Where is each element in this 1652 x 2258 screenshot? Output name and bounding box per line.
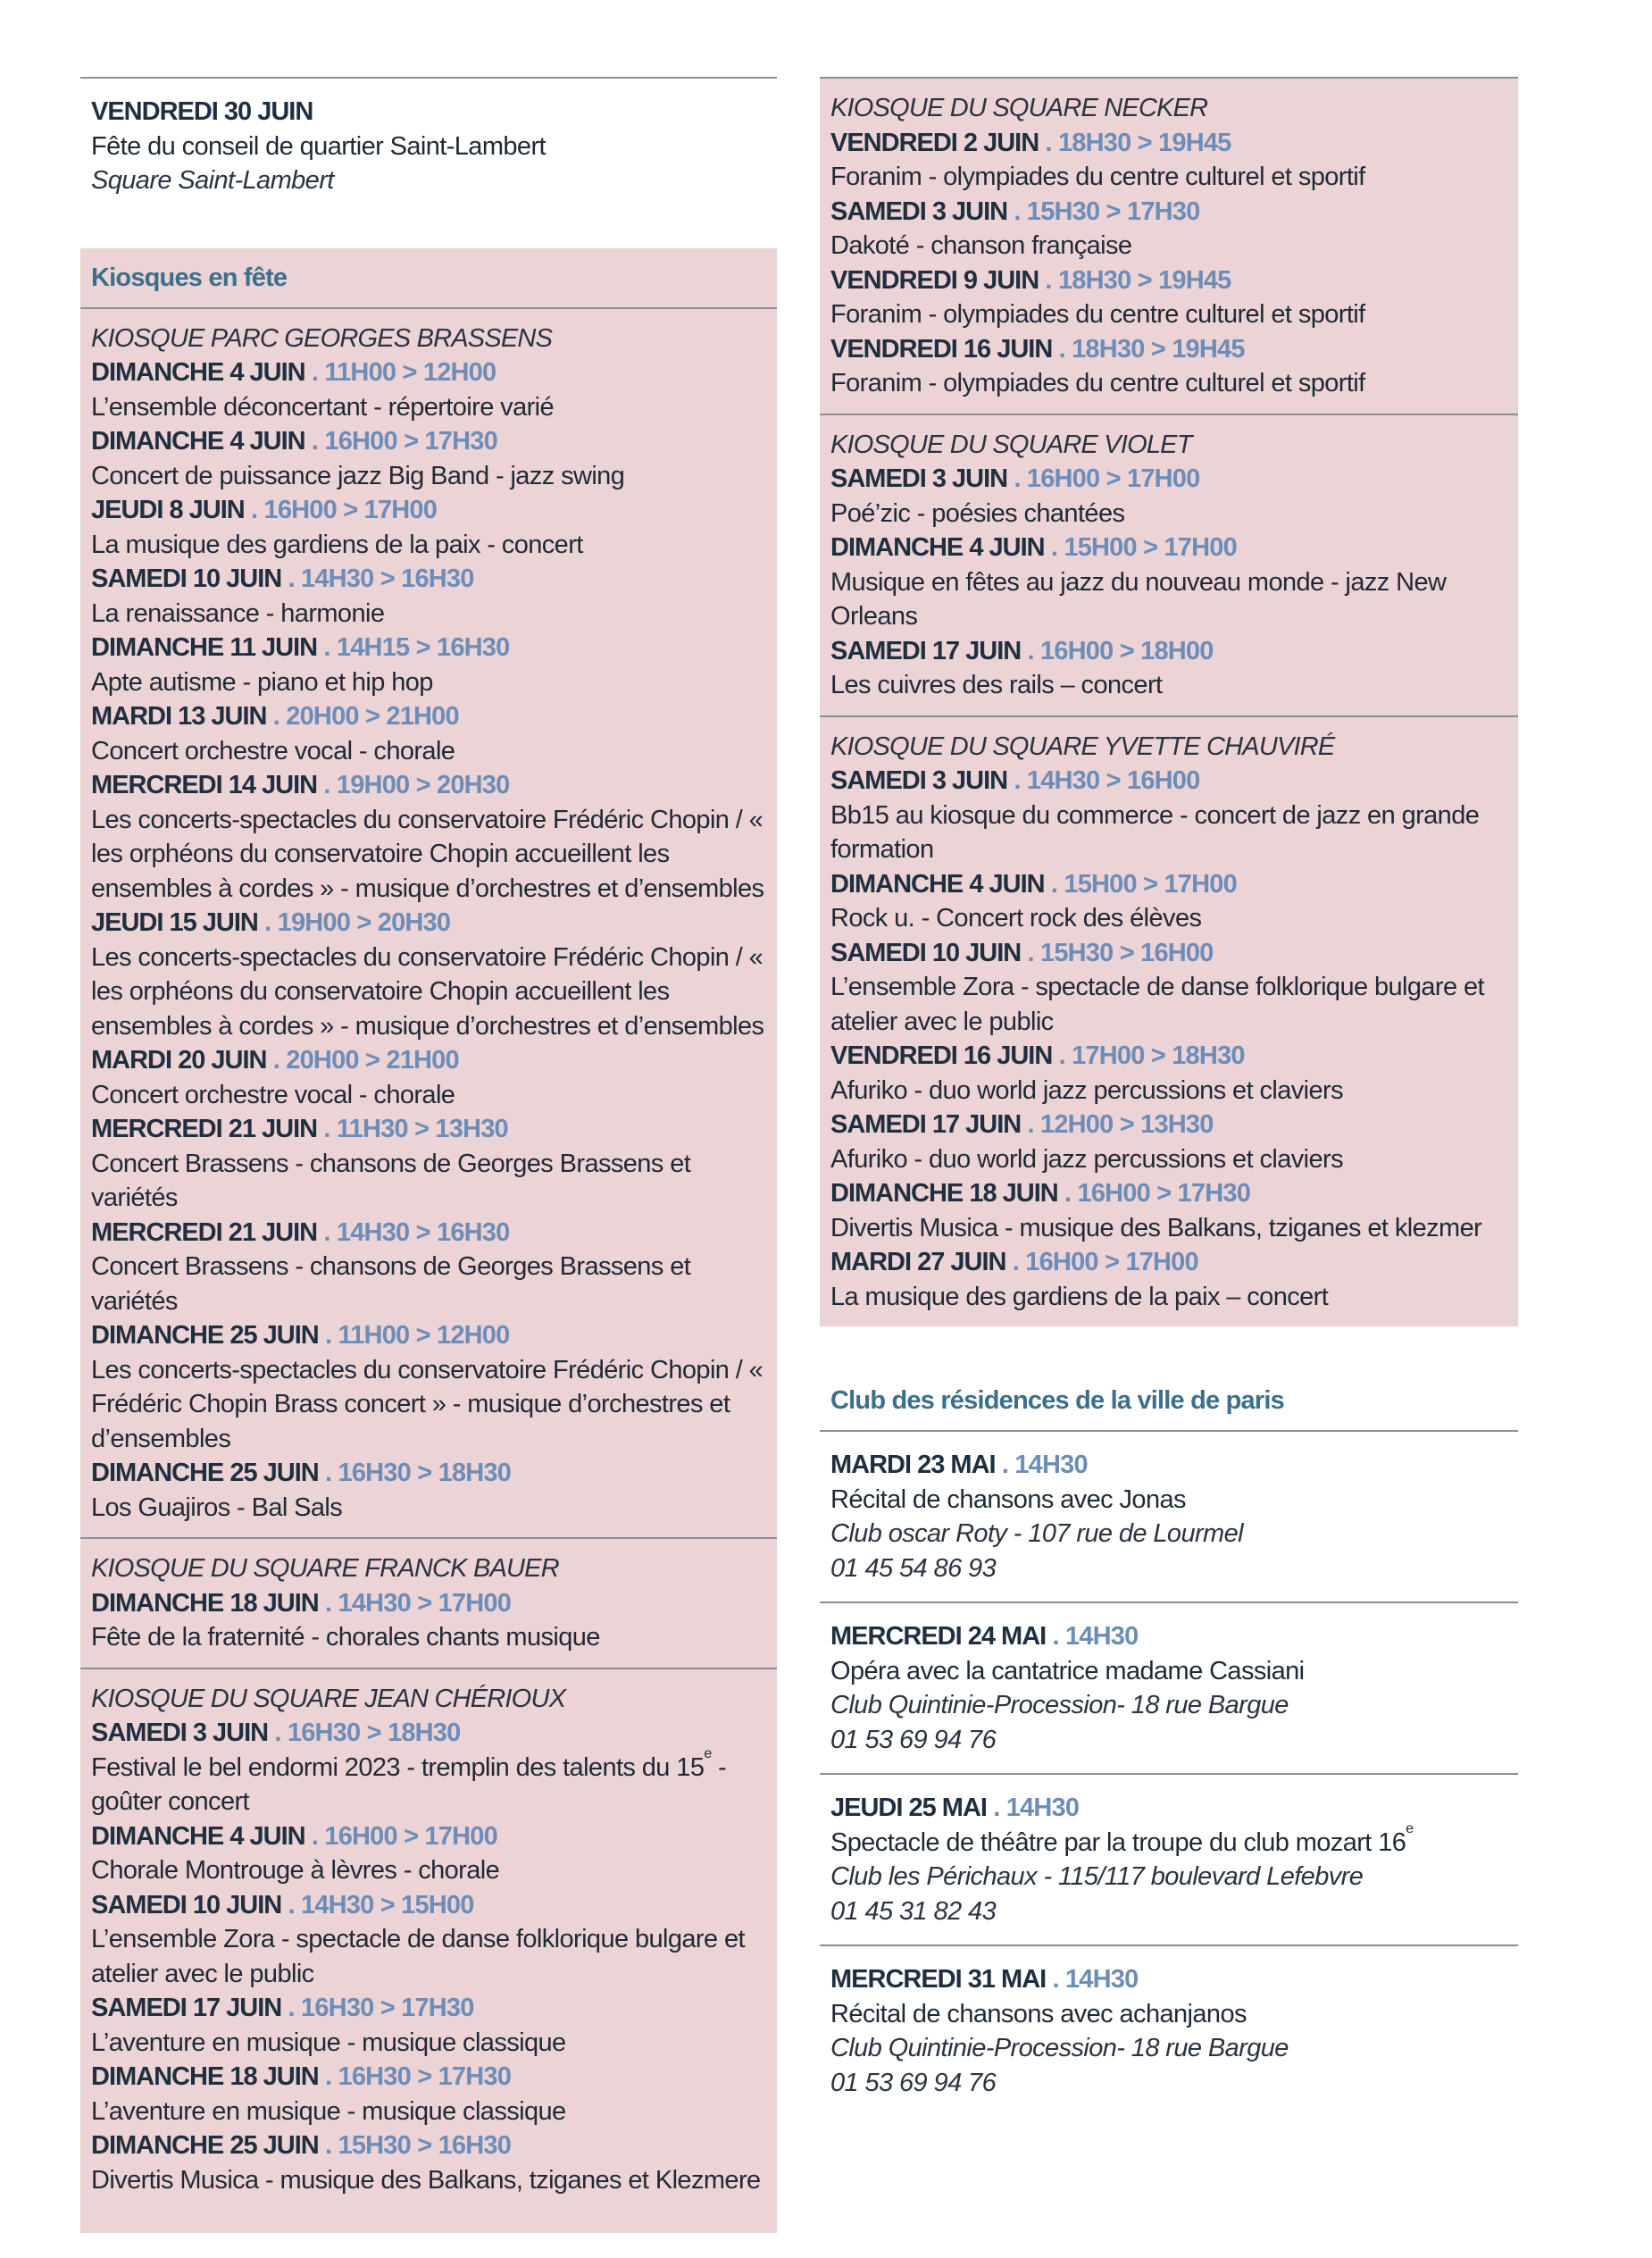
event-heading (830, 531, 1507, 565)
event-heading (91, 1819, 766, 1854)
event-time: . 11H30 > 13H30 (317, 1115, 508, 1143)
club-phone: 01 45 31 82 43 (830, 1896, 997, 1926)
event-time: . 19H00 > 20H30 (257, 908, 451, 937)
event-day: JEUDI 15 JUIN (91, 908, 258, 937)
event-day: MERCREDI 21 JUIN (91, 1115, 318, 1143)
event-day: VENDREDI 9 JUIN (830, 265, 1039, 295)
event-desc: Divertis Musica - musique des Balkans, tziganes et klezmer (830, 1213, 1482, 1242)
event-desc: Foranim - olympiades du centre culturel et sportif (830, 369, 1365, 397)
event-time: . 15H00 > 17H00 (1044, 869, 1237, 899)
event-desc: Afuriko - duo world jazz percussions et claviers (830, 1144, 1343, 1174)
event-heading (91, 1043, 766, 1078)
event-time: . 16H30 > 18H30 (268, 1719, 461, 1747)
event-day: SAMEDI 3 JUIN (830, 197, 1008, 226)
event-desc: Poé’zic - poésies chantées (830, 498, 1125, 528)
event-time: . 19H00 > 20H30 (317, 771, 510, 799)
club-address: Club les Périchaux - 115/117 boulevard Lefebvre (830, 1862, 1364, 1891)
event-heading (91, 1112, 766, 1147)
event-desc (91, 1745, 766, 1819)
event-time: . 14H30 > 17H00 (318, 1588, 512, 1618)
club-address: Club Quintinie-Procession- 18 rue Bargue (830, 2034, 1289, 2062)
event-heading (830, 1791, 1507, 1826)
event-day: SAMEDI 10 JUIN (91, 564, 282, 593)
event-time: . 16H30 > 17H30 (318, 2062, 512, 2091)
event-desc: Les cuivres des rails – concert (830, 671, 1163, 699)
club-phone: 01 53 69 94 76 (830, 1725, 997, 1754)
event-time: . 16H30 > 18H30 (318, 1459, 512, 1487)
event-desc: L’ensemble Zora - spectacle de danse folklorique bulgare et atelier avec le public (830, 973, 1484, 1036)
event-desc: Foranim - olympiades du centre culturel et sportif (830, 300, 1365, 329)
club-address: Club oscar Roty - 107 rue de Lourmel (830, 1519, 1243, 1548)
event-heading (91, 1586, 766, 1621)
kiosques-title: Kiosques en fête (91, 263, 288, 292)
event-day: DIMANCHE 4 JUIN (830, 533, 1045, 562)
event-time: . 14H15 > 16H30 (317, 633, 510, 662)
event-heading (830, 1039, 1507, 1074)
event-heading (830, 634, 1507, 669)
event-heading (91, 424, 766, 459)
event-day: MARDI 13 JUIN (91, 702, 267, 731)
event-desc: Concert orchestre vocal - chorale (91, 1080, 455, 1109)
event-day: MERCREDI 31 MAI (830, 1965, 1047, 1994)
venue-cherioux (80, 1669, 777, 2234)
event-desc: Divertis Musica - musique des Balkans, tziganes et Klezmere (91, 2165, 761, 2195)
event-time: . 16H00 > 17H00 (244, 496, 438, 524)
left-column (80, 77, 777, 2233)
event-desc: Dakoté - chanson française (830, 231, 1132, 260)
event-heading (91, 2060, 766, 2095)
club-item (820, 1603, 1518, 1773)
event-heading (91, 493, 766, 528)
event-time: . 14H30 (1046, 1965, 1139, 1994)
event-desc: L’aventure en musique - musique classique (91, 2028, 566, 2057)
venue-violet (820, 415, 1518, 715)
event-heading (91, 1456, 766, 1491)
event-day: SAMEDI 10 JUIN (830, 938, 1022, 967)
event-day: DIMANCHE 4 JUIN (830, 869, 1045, 899)
venue-name: KIOSQUE DU SQUARE JEAN CHÉRIOUX (91, 1684, 566, 1713)
event-day: DIMANCHE 11 JUIN (91, 633, 318, 662)
event-heading (830, 1176, 1507, 1211)
event-heading (830, 1245, 1507, 1280)
event-time: . 14H30 > 15H00 (281, 1890, 474, 1919)
event-day: MARDI 23 MAI (830, 1451, 996, 1479)
event-desc: Fête du conseil de quartier Saint-Lambert (91, 131, 546, 161)
event-desc: Fête de la fraternité - chorales chants musique (91, 1623, 600, 1652)
event-desc: La musique des gardiens de la paix – concert (830, 1282, 1329, 1311)
club-list (820, 1432, 1518, 2116)
event-desc: Bb15 au kiosque du commerce - concert de jazz en grande formation (830, 800, 1480, 864)
event-heading (830, 1108, 1507, 1142)
event-time: . 11H00 > 12H00 (318, 1321, 510, 1350)
event-day: DIMANCHE 4 JUIN (91, 358, 305, 387)
event-heading (830, 126, 1507, 161)
venue-name: KIOSQUE DU SQUARE NECKER (830, 94, 1208, 122)
event-heading (91, 562, 766, 597)
kiosques-panel (80, 248, 777, 2234)
event-day: MERCREDI 14 JUIN (91, 771, 318, 799)
event-desc-part: Spectacle de théâtre par la troupe du club mozart 16 (830, 1827, 1406, 1857)
event-heading (91, 1216, 766, 1250)
event-heading (91, 768, 766, 803)
event-desc: Los Guajiros - Bal Sals (91, 1493, 343, 1522)
event-day: SAMEDI 3 JUIN (830, 464, 1008, 493)
event-day: SAMEDI 17 JUIN (830, 636, 1022, 665)
event-heading (830, 867, 1507, 902)
event-day: VENDREDI 30 JUIN (91, 97, 313, 126)
event-day: JEUDI 8 JUIN (91, 496, 245, 524)
event-desc: Apte autisme - piano et hip hop (91, 667, 433, 697)
event-day: DIMANCHE 25 JUIN (91, 1459, 319, 1487)
venue-name: KIOSQUE PARC GEORGES BRASSENS (91, 323, 553, 353)
event-time: . 20H00 > 21H00 (266, 1046, 459, 1075)
event-desc: Concert Brassens - chansons de Georges Brassens et variétés (91, 1252, 691, 1316)
event-day: VENDREDI 2 JUIN (830, 128, 1039, 157)
event-day: DIMANCHE 18 JUIN (91, 2062, 319, 2091)
event-desc: Concert de puissance jazz Big Band - jazz swing (91, 461, 625, 490)
event-heading (91, 1888, 766, 1923)
event-desc: Récital de chansons avec Jonas (830, 1484, 1186, 1514)
event-time: . 15H30 > 16H00 (1021, 938, 1214, 967)
event-day: MARDI 27 JUIN (830, 1248, 1006, 1276)
event-desc: Les concerts-spectacles du conservatoire Frédéric Chopin / « Frédéric Chopin Brass concert » - musique d’orchestres et d’ensembles (91, 1355, 763, 1453)
event-time: . 20H00 > 21H00 (266, 702, 459, 731)
event-time: . 16H00 > 18H00 (1021, 636, 1214, 665)
event-heading (830, 195, 1507, 230)
event-time: . 16H00 > 17H00 (1007, 464, 1200, 493)
event-time: . 16H00 > 17H30 (305, 427, 497, 456)
event-day: JEUDI 25 MAI (830, 1794, 987, 1822)
club-item (820, 1946, 1518, 2116)
event-day: DIMANCHE 18 JUIN (91, 1588, 319, 1618)
event-time: . 14H30 (1046, 1622, 1139, 1651)
event-desc: Concert Brassens - chansons de Georges Brassens et variétés (91, 1149, 691, 1212)
venue-brassens (80, 309, 777, 1538)
event-day: SAMEDI 3 JUIN (91, 1719, 269, 1747)
event-desc: Afuriko - duo world jazz percussions et claviers (830, 1075, 1343, 1105)
event-heading (91, 355, 766, 390)
event-heading (830, 462, 1507, 497)
event-heading (830, 764, 1507, 799)
event-desc (830, 1820, 1507, 1861)
event-day: DIMANCHE 18 JUIN (830, 1179, 1058, 1208)
event-day: DIMANCHE 4 JUIN (91, 1821, 305, 1851)
ordinal-suffix: e (704, 1745, 712, 1761)
event-place: Square Saint-Lambert (91, 166, 334, 195)
event-time: . 15H30 > 17H30 (1007, 197, 1200, 226)
club-title: Club des résidences de la ville de paris (830, 1386, 1284, 1415)
event-heading (91, 1318, 766, 1353)
event-desc: Concert orchestre vocal - chorale (91, 736, 455, 765)
event-desc-part: Festival le bel endormi 2023 - tremplin des talents du 15 (91, 1752, 705, 1782)
event-heading (830, 936, 1507, 971)
event-heading (91, 2128, 766, 2163)
event-heading (91, 1991, 766, 2026)
venue-name: KIOSQUE DU SQUARE FRANCK BAUER (91, 1554, 559, 1583)
event-desc: Foranim - olympiades du centre culturel et sportif (830, 163, 1365, 191)
event-desc: Musique en fêtes au jazz du nouveau monde - jazz New Orleans (830, 567, 1447, 631)
event-heading (91, 699, 766, 734)
event-day: DIMANCHE 25 JUIN (91, 1321, 319, 1350)
event-day: MERCREDI 24 MAI (830, 1622, 1047, 1651)
event-day: MERCREDI 21 JUIN (91, 1217, 318, 1247)
club-item (820, 1432, 1518, 1602)
event-heading (830, 332, 1507, 367)
event-time: . 16H30 > 17H30 (281, 1994, 474, 2022)
event-time: . 11H00 > 12H00 (305, 358, 496, 387)
event-day: SAMEDI 17 JUIN (830, 1110, 1022, 1139)
kiosques-panel-right (820, 79, 1518, 1326)
event-time: . 16H00 > 17H00 (1005, 1248, 1198, 1276)
event-day: DIMANCHE 25 JUIN (91, 2131, 319, 2160)
event-desc: Les concerts-spectacles du conservatoire Frédéric Chopin / « les orphéons du conservatoire Chopin accueillent les ensembles à cordes » - musique d’orchestres et d’ensembles (91, 805, 764, 903)
event-desc: L’ensemble Zora - spectacle de danse folklorique bulgare et atelier avec le public (91, 1925, 745, 1988)
event-time: . 18H30 > 19H45 (1052, 334, 1245, 364)
venue-bauer (80, 1539, 777, 1668)
event-desc: Rock u. - Concert rock des élèves (830, 904, 1202, 932)
club-phone: 01 45 54 86 93 (830, 1553, 997, 1583)
event-day: MARDI 20 JUIN (91, 1046, 267, 1075)
event-time: . 14H30 > 16H30 (281, 564, 474, 593)
event-time: . 14H30 (995, 1451, 1088, 1479)
event-time: . 18H30 > 19H45 (1039, 128, 1231, 157)
intro-event (80, 79, 777, 214)
event-day: VENDREDI 16 JUIN (830, 1041, 1053, 1070)
event-desc: La renaissance - harmonie (91, 598, 385, 628)
ordinal-suffix: e (1406, 1820, 1414, 1836)
venue-chauvire (820, 717, 1518, 1327)
venue-necker (820, 79, 1518, 414)
event-desc-part: - goûter concert (91, 1752, 727, 1816)
event-day: DIMANCHE 4 JUIN (91, 427, 305, 456)
event-heading (830, 1448, 1507, 1483)
club-address: Club Quintinie-Procession- 18 rue Bargue (830, 1691, 1289, 1719)
right-column (820, 77, 1518, 2116)
venue-name: KIOSQUE DU SQUARE VIOLET (830, 430, 1192, 459)
event-day: SAMEDI 17 JUIN (91, 1994, 282, 2022)
event-heading (91, 906, 766, 941)
event-desc: L’ensemble déconcertant - répertoire varié (91, 392, 555, 422)
venue-name: KIOSQUE DU SQUARE YVETTE CHAUVIRÉ (830, 732, 1335, 761)
event-time: . 18H30 > 19H45 (1039, 265, 1231, 295)
event-heading (91, 1716, 766, 1751)
event-time: . 16H00 > 17H30 (1057, 1179, 1251, 1208)
event-day: SAMEDI 10 JUIN (91, 1890, 282, 1919)
event-desc: Chorale Montrouge à lèvres - chorale (91, 1856, 500, 1885)
event-time: . 14H30 > 16H30 (317, 1217, 510, 1247)
event-desc: Les concerts-spectacles du conservatoire Frédéric Chopin / « les orphéons du conservatoire Chopin accueillent les ensembles à cordes » - musique d’orchestres et d’ensembles (91, 942, 764, 1041)
event-desc: Opéra avec la cantatrice madame Cassiani (830, 1656, 1305, 1685)
event-desc: La musique des gardiens de la paix - concert (91, 530, 583, 559)
event-time: . 14H30 (986, 1794, 1080, 1822)
event-heading (830, 263, 1507, 298)
event-day: VENDREDI 16 JUIN (830, 334, 1053, 364)
event-heading (830, 1962, 1507, 1997)
event-time: . 12H00 > 13H30 (1021, 1110, 1214, 1139)
event-desc: Récital de chansons avec achanjanos (830, 1999, 1247, 2028)
event-heading (91, 631, 766, 665)
event-time: . 14H30 > 16H00 (1007, 766, 1200, 795)
event-time: . 15H30 > 16H30 (318, 2131, 512, 2160)
event-day: SAMEDI 3 JUIN (830, 766, 1008, 795)
event-time: . 16H00 > 17H00 (305, 1821, 497, 1851)
event-time: . 17H00 > 18H30 (1052, 1041, 1245, 1070)
event-time: . 15H00 > 17H00 (1044, 533, 1237, 562)
club-phone: 01 53 69 94 76 (830, 2068, 997, 2097)
event-desc: L’aventure en musique - musique classique (91, 2096, 566, 2126)
event-heading (830, 1619, 1507, 1654)
club-item (820, 1775, 1518, 1944)
